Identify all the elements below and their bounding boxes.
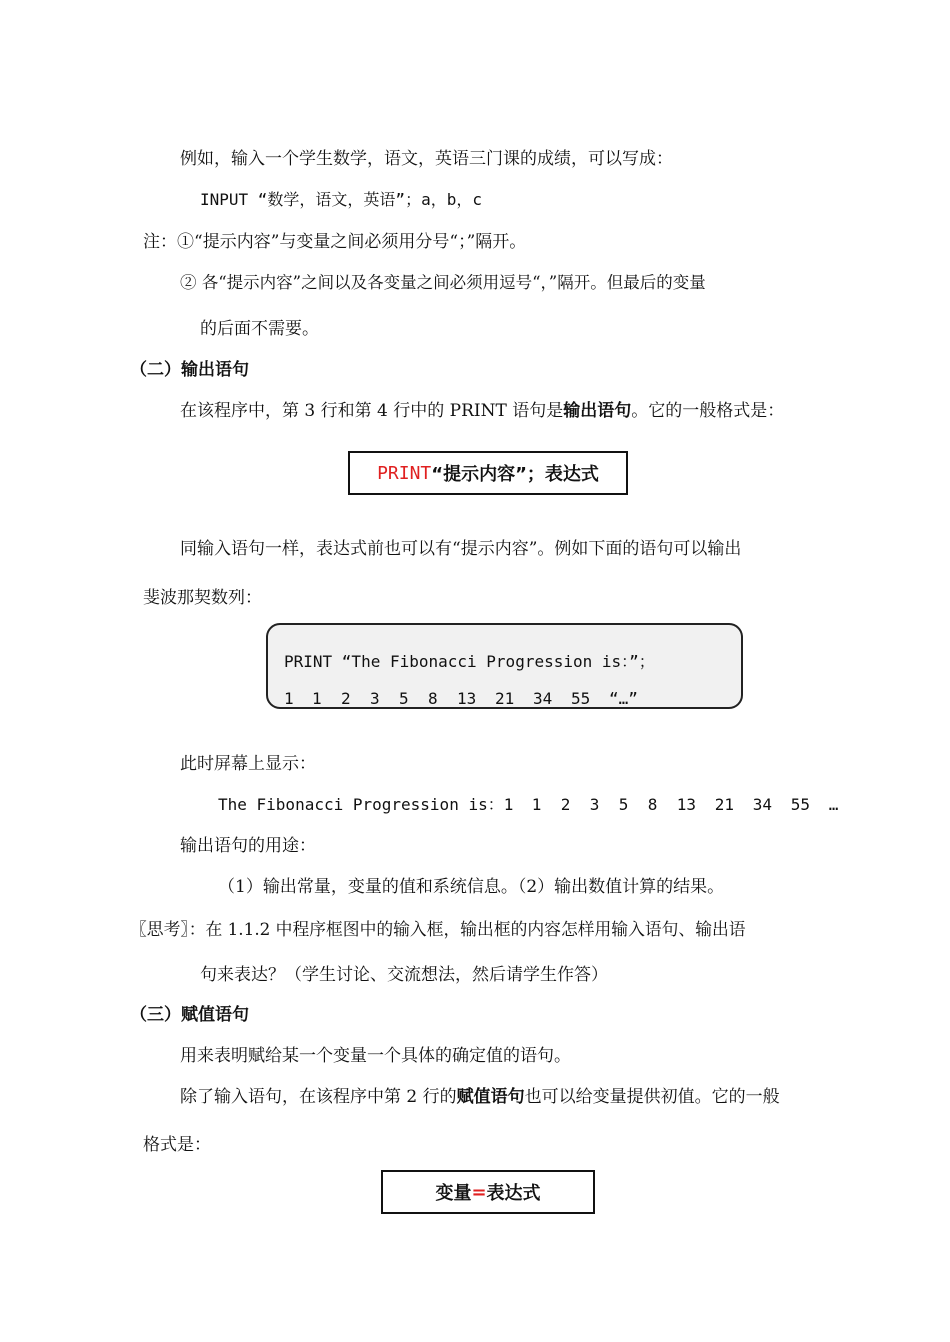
paragraph-prompt-line-2: 斐波那契数列： bbox=[143, 588, 262, 608]
paragraph-assignment-line-2: 格式是： bbox=[143, 1135, 211, 1155]
assign-right: 表达式 bbox=[486, 1183, 541, 1204]
code-tail: “…” bbox=[609, 689, 638, 708]
code-number: 1 bbox=[312, 689, 322, 708]
print-keyword: PRINT bbox=[377, 462, 432, 484]
paragraph-example-intro: 例如，输入一个学生数学，语文，英语三门课的成绩，可以写成： bbox=[180, 149, 673, 169]
para5-suffix: 也可以给变量提供初值。它的一般 bbox=[524, 1087, 780, 1107]
paragraph-prompt-line-1: 同输入语句一样，表达式前也可以有“提示内容”。例如下面的语句可以输出 bbox=[180, 539, 742, 559]
uses-text: （1）输出常量，变量的值和系统信息。（2）输出数值计算的结果。 bbox=[218, 877, 725, 897]
screen-number: 1 bbox=[531, 795, 542, 814]
code-number: 3 bbox=[370, 689, 380, 708]
code-number: 34 bbox=[533, 689, 553, 708]
section-heading-assignment: （三）赋值语句 bbox=[130, 1005, 249, 1025]
screen-number: 55 bbox=[790, 795, 810, 814]
screen-number: 34 bbox=[752, 795, 772, 814]
paragraph-assignment-definition: 用来表明赋给某一个变量一个具体的确定值的语句。 bbox=[180, 1046, 571, 1066]
assign-left: 变量 bbox=[435, 1183, 472, 1204]
code-line-2 bbox=[284, 688, 638, 710]
screen-number: 13 bbox=[676, 795, 696, 814]
para2-suffix: 。它的一般格式是： bbox=[631, 401, 785, 421]
code-number: 13 bbox=[457, 689, 477, 708]
code-number: 55 bbox=[571, 689, 591, 708]
paragraph-print-intro bbox=[180, 400, 784, 422]
screen-number: 21 bbox=[714, 795, 734, 814]
para2-bold: 输出语句 bbox=[563, 401, 632, 421]
para5-prefix: 除了输入语句，在该程序中第 2 行的 bbox=[180, 1087, 457, 1107]
screen-number: 1 bbox=[503, 795, 514, 814]
code-line-1: PRINT “The Fibonacci Progression is：”； bbox=[284, 652, 655, 671]
code-example-box bbox=[266, 623, 743, 709]
code-number: 21 bbox=[495, 689, 515, 708]
code-number: 2 bbox=[341, 689, 351, 708]
paragraph-assignment-intro bbox=[180, 1086, 780, 1108]
think-line-1: 〖思考〗：在 1.1.2 中程序框图中的输入框，输出框的内容怎样用输入语句、输出语 bbox=[130, 919, 746, 939]
code-number: 1 bbox=[284, 689, 294, 708]
screen-number: 2 bbox=[560, 795, 571, 814]
uses-label: 输出语句的用途： bbox=[180, 836, 316, 856]
screen-number: 3 bbox=[589, 795, 600, 814]
think-line-2: 句来表达？（学生讨论、交流想法，然后请学生作答） bbox=[200, 965, 608, 985]
note-2-line-1: ② 各“提示内容”之间以及各变量之间必须用逗号“，”隔开。但最后的变量 bbox=[180, 273, 706, 292]
screen-output-tail: … bbox=[828, 795, 839, 814]
assign-operator: = bbox=[471, 1181, 487, 1203]
para5-bold: 赋值语句 bbox=[456, 1087, 525, 1107]
screen-label: 此时屏幕上显示： bbox=[180, 754, 316, 774]
screen-number: 8 bbox=[647, 795, 658, 814]
note-2-line-2: 的后面不需要。 bbox=[200, 319, 319, 339]
print-format-rest: “提示内容”；表达式 bbox=[431, 464, 599, 485]
screen-output-prefix: The Fibonacci Progression is： bbox=[218, 795, 504, 814]
screen-number: 5 bbox=[618, 795, 629, 814]
note-1: 注：①“提示内容”与变量之间必须用分号“；”隔开。 bbox=[143, 232, 527, 252]
section-heading-output: （二）输出语句 bbox=[130, 360, 249, 380]
para2-prefix: 在该程序中，第 3 行和第 4 行中的 PRINT 语句是 bbox=[180, 401, 564, 421]
code-number: 5 bbox=[399, 689, 409, 708]
assignment-format-box bbox=[381, 1170, 595, 1214]
print-format-box bbox=[348, 451, 628, 495]
code-number: 8 bbox=[428, 689, 438, 708]
input-example-line: INPUT “数学，语文，英语”；a，b，c bbox=[200, 190, 482, 209]
screen-output-line bbox=[218, 794, 838, 816]
